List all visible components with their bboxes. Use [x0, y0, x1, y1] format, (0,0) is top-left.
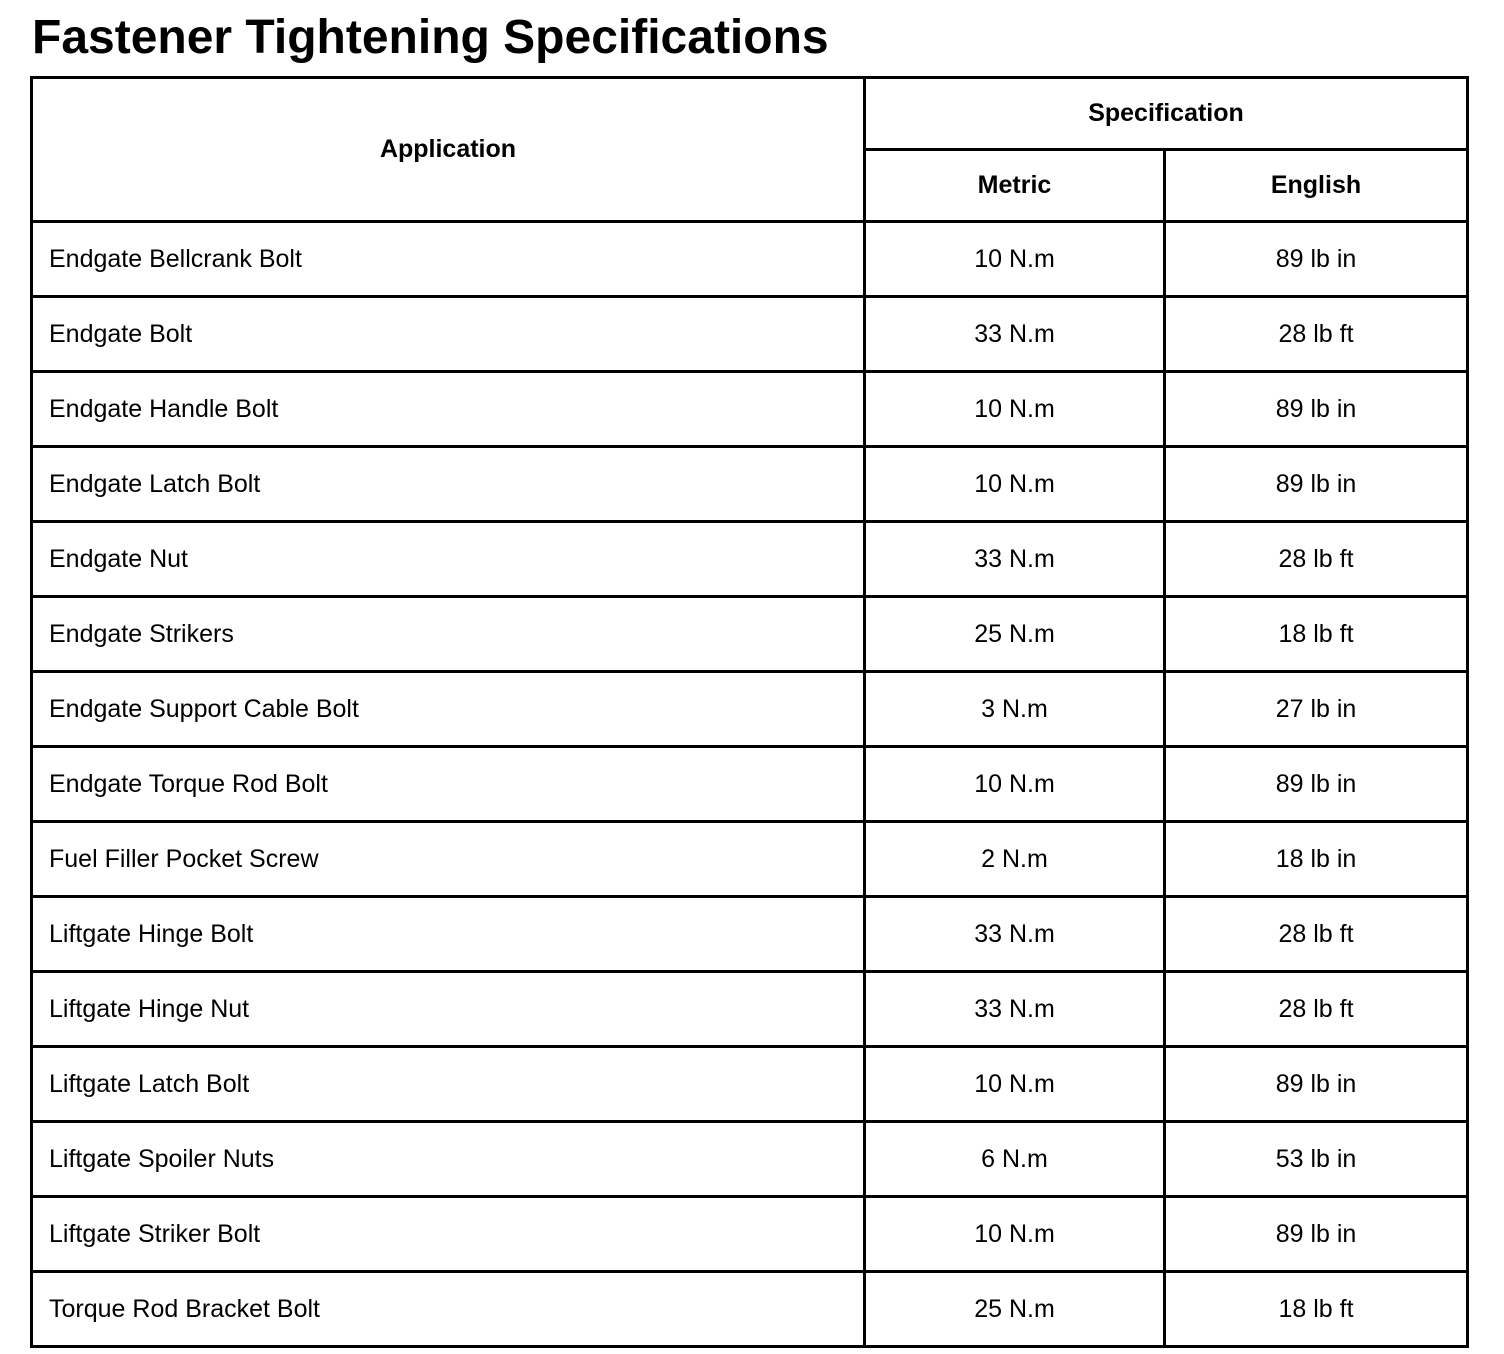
- cell-english: 89 lb in: [1165, 372, 1468, 447]
- table-row: [32, 1197, 1468, 1272]
- cell-application: Endgate Handle Bolt: [32, 372, 865, 447]
- header-row-top: [32, 78, 1468, 150]
- table-row: [32, 1272, 1468, 1347]
- cell-english: 28 lb ft: [1165, 972, 1468, 1047]
- table-row: [32, 222, 1468, 297]
- column-header-specification: Specification: [865, 78, 1468, 150]
- cell-metric: 2 N.m: [865, 822, 1165, 897]
- table-row: [32, 747, 1468, 822]
- cell-application: Liftgate Spoiler Nuts: [32, 1122, 865, 1197]
- column-header-english: English: [1165, 150, 1468, 222]
- cell-metric: 33 N.m: [865, 972, 1165, 1047]
- cell-metric: 33 N.m: [865, 297, 1165, 372]
- table-body: [32, 222, 1468, 1347]
- page-title: Fastener Tightening Specifications: [32, 11, 829, 64]
- cell-metric: 25 N.m: [865, 597, 1165, 672]
- cell-english: 89 lb in: [1165, 1047, 1468, 1122]
- cell-application: Endgate Nut: [32, 522, 865, 597]
- cell-metric: 25 N.m: [865, 1272, 1165, 1347]
- cell-english: 89 lb in: [1165, 1197, 1468, 1272]
- cell-metric: 33 N.m: [865, 522, 1165, 597]
- cell-metric: 10 N.m: [865, 447, 1165, 522]
- cell-english: 27 lb in: [1165, 672, 1468, 747]
- cell-metric: 10 N.m: [865, 222, 1165, 297]
- cell-application: Torque Rod Bracket Bolt: [32, 1272, 865, 1347]
- table-row: [32, 447, 1468, 522]
- table-row: [32, 297, 1468, 372]
- cell-metric: 33 N.m: [865, 897, 1165, 972]
- table-row: [32, 1122, 1468, 1197]
- table-header: [32, 78, 1468, 222]
- cell-application: Endgate Bolt: [32, 297, 865, 372]
- cell-metric: 6 N.m: [865, 1122, 1165, 1197]
- cell-application: Liftgate Hinge Nut: [32, 972, 865, 1047]
- cell-english: 28 lb ft: [1165, 297, 1468, 372]
- column-header-application: Application: [32, 78, 865, 222]
- cell-english: 53 lb in: [1165, 1122, 1468, 1197]
- cell-application: Endgate Torque Rod Bolt: [32, 747, 865, 822]
- cell-metric: 10 N.m: [865, 747, 1165, 822]
- cell-metric: 10 N.m: [865, 1197, 1165, 1272]
- cell-english: 28 lb ft: [1165, 897, 1468, 972]
- table-row: [32, 522, 1468, 597]
- table-row: [32, 672, 1468, 747]
- cell-english: 18 lb ft: [1165, 597, 1468, 672]
- cell-metric: 3 N.m: [865, 672, 1165, 747]
- table-row: [32, 1047, 1468, 1122]
- table-row: [32, 372, 1468, 447]
- cell-english: 18 lb in: [1165, 822, 1468, 897]
- cell-application: Liftgate Latch Bolt: [32, 1047, 865, 1122]
- cell-application: Endgate Support Cable Bolt: [32, 672, 865, 747]
- table-row: [32, 897, 1468, 972]
- cell-application: Fuel Filler Pocket Screw: [32, 822, 865, 897]
- cell-english: 89 lb in: [1165, 447, 1468, 522]
- cell-application: Endgate Strikers: [32, 597, 865, 672]
- table-row: [32, 597, 1468, 672]
- cell-english: 18 lb ft: [1165, 1272, 1468, 1347]
- cell-application: Liftgate Hinge Bolt: [32, 897, 865, 972]
- fastener-spec-table: [30, 76, 1469, 1348]
- cell-application: Liftgate Striker Bolt: [32, 1197, 865, 1272]
- cell-application: Endgate Latch Bolt: [32, 447, 865, 522]
- cell-application: Endgate Bellcrank Bolt: [32, 222, 865, 297]
- cell-metric: 10 N.m: [865, 372, 1165, 447]
- cell-metric: 10 N.m: [865, 1047, 1165, 1122]
- cell-english: 28 lb ft: [1165, 522, 1468, 597]
- cell-english: 89 lb in: [1165, 747, 1468, 822]
- cell-english: 89 lb in: [1165, 222, 1468, 297]
- table-row: [32, 822, 1468, 897]
- column-header-metric: Metric: [865, 150, 1165, 222]
- table-row: [32, 972, 1468, 1047]
